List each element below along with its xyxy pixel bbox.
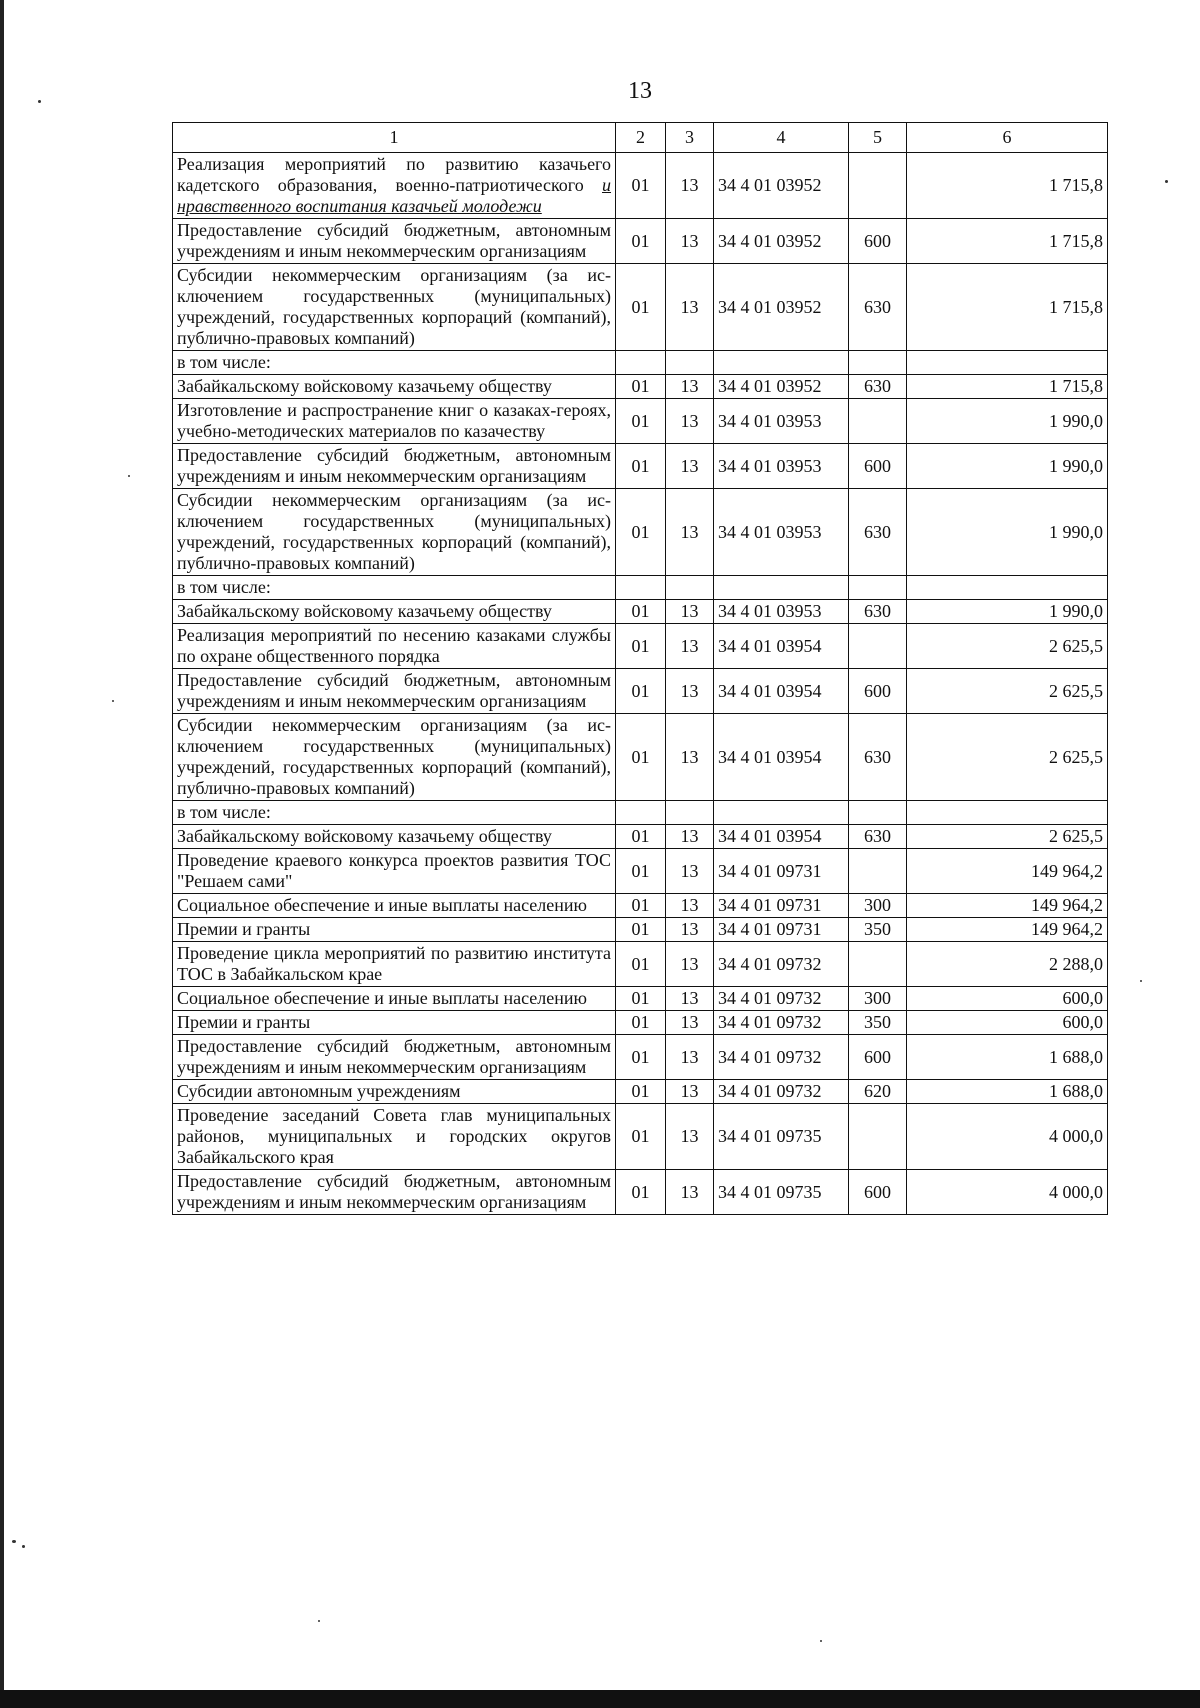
cell-name-text: Забайкальскому войсковому казачьему обществу [177,601,552,621]
cell-section [616,576,666,600]
header-col-2: 2 [616,123,666,153]
scan-speck [820,1640,822,1642]
cell-name-text: Социальное обеспечение и иные выплаты населению [177,895,587,915]
cell-subsection: 13 [666,1080,714,1104]
table-row [173,219,1108,264]
cell-target-article: 34 4 01 03952 [714,375,849,399]
cell-expense-type: 300 [849,894,907,918]
cell-amount: 600,0 [907,987,1108,1011]
cell-subsection: 13 [666,669,714,714]
cell-name [173,801,616,825]
cell-section: 01 [616,600,666,624]
table-row [173,918,1108,942]
cell-amount: 149 964,2 [907,918,1108,942]
cell-target-article [714,351,849,375]
table-row [173,714,1108,801]
scan-edge-left [0,0,4,1708]
cell-amount: 1 715,8 [907,153,1108,219]
table-row [173,849,1108,894]
cell-subsection: 13 [666,444,714,489]
cell-target-article: 34 4 01 03953 [714,600,849,624]
cell-target-article: 34 4 01 09732 [714,1080,849,1104]
cell-name [173,624,616,669]
cell-name-text: Забайкальскому войсковому казачьему обществу [177,376,552,396]
cell-name [173,1104,616,1170]
cell-target-article: 34 4 01 03952 [714,153,849,219]
cell-target-article: 34 4 01 09732 [714,1011,849,1035]
cell-section: 01 [616,264,666,351]
cell-section: 01 [616,714,666,801]
table-row [173,399,1108,444]
cell-expense-type [849,849,907,894]
table-row [173,1011,1108,1035]
scan-speck [1165,180,1168,183]
cell-subsection: 13 [666,1035,714,1080]
cell-subsection [666,576,714,600]
cell-amount: 1 990,0 [907,600,1108,624]
cell-name [173,1011,616,1035]
cell-section: 01 [616,1170,666,1215]
cell-name [173,219,616,264]
cell-expense-type: 350 [849,1011,907,1035]
cell-name-text: Забайкальскому войсковому казачьему обществу [177,826,552,846]
cell-section: 01 [616,153,666,219]
header-col-3: 3 [666,123,714,153]
cell-amount: 4 000,0 [907,1170,1108,1215]
cell-section: 01 [616,825,666,849]
cell-name-text: Предоставление субсидий бюджетным, автономным учреждениям и иным некоммерческим организациям [177,670,611,711]
cell-name-text: Проведение цикла мероприятий по развитию института ТОС в Забайкальском крае [177,943,611,984]
cell-section: 01 [616,894,666,918]
cell-subsection: 13 [666,1170,714,1215]
table-row [173,942,1108,987]
cell-expense-type [849,942,907,987]
cell-target-article: 34 4 01 03954 [714,714,849,801]
cell-subsection: 13 [666,399,714,444]
cell-target-article: 34 4 01 09735 [714,1104,849,1170]
cell-amount: 2 625,5 [907,624,1108,669]
cell-expense-type: 630 [849,489,907,576]
cell-amount: 600,0 [907,1011,1108,1035]
cell-name [173,987,616,1011]
table-row [173,489,1108,576]
cell-expense-type: 630 [849,714,907,801]
cell-amount [907,351,1108,375]
cell-section: 01 [616,1035,666,1080]
cell-target-article: 34 4 01 03954 [714,669,849,714]
table-row [173,1170,1108,1215]
header-col-1: 1 [173,123,616,153]
cell-expense-type [849,624,907,669]
budget-table [172,122,1108,1215]
cell-name-text: Реализация мероприятий по развитию казачьего кадетского образования, военно-патриотического [177,154,611,195]
scan-speck [128,475,130,477]
cell-subsection: 13 [666,942,714,987]
cell-subsection: 13 [666,987,714,1011]
cell-amount: 149 964,2 [907,849,1108,894]
scan-speck [38,100,41,103]
cell-expense-type: 630 [849,264,907,351]
table-row [173,801,1108,825]
cell-section: 01 [616,399,666,444]
cell-section [616,801,666,825]
cell-expense-type [849,801,907,825]
cell-name-text: Предоставление субсидий бюджетным, автономным учреждениям и иным некоммерческим организациям [177,1171,611,1212]
cell-subsection: 13 [666,153,714,219]
cell-expense-type: 630 [849,825,907,849]
cell-subsection: 13 [666,825,714,849]
header-col-4: 4 [714,123,849,153]
cell-target-article [714,576,849,600]
table-body [173,153,1108,1215]
cell-subsection: 13 [666,624,714,669]
cell-name-italic-text: и нравственного воспитания казачьей молодежи [177,175,612,216]
cell-name-text: Предоставление субсидий бюджетным, автономным учреждениям и иным некоммерческим организациям [177,1036,611,1077]
cell-subsection: 13 [666,264,714,351]
cell-expense-type: 350 [849,918,907,942]
cell-name [173,1170,616,1215]
cell-expense-type: 620 [849,1080,907,1104]
cell-section: 01 [616,489,666,576]
cell-expense-type [849,153,907,219]
cell-amount [907,801,1108,825]
table-row [173,669,1108,714]
cell-amount: 1 715,8 [907,219,1108,264]
cell-name [173,714,616,801]
cell-section: 01 [616,624,666,669]
cell-subsection: 13 [666,1011,714,1035]
cell-expense-type [849,351,907,375]
cell-name-text: в том числе: [177,802,271,822]
cell-target-article: 34 4 01 03954 [714,825,849,849]
cell-name-text: Премии и гранты [177,919,311,939]
cell-amount: 1 688,0 [907,1035,1108,1080]
cell-target-article: 34 4 01 09731 [714,918,849,942]
table-row [173,624,1108,669]
cell-name [173,600,616,624]
header-col-5: 5 [849,123,907,153]
cell-amount: 1 715,8 [907,375,1108,399]
scan-speck [22,1545,25,1548]
cell-amount: 1 990,0 [907,444,1108,489]
cell-target-article [714,801,849,825]
cell-subsection: 13 [666,489,714,576]
cell-name [173,942,616,987]
table-row [173,987,1108,1011]
table-row [173,825,1108,849]
cell-amount: 2 625,5 [907,714,1108,801]
cell-target-article: 34 4 01 09732 [714,942,849,987]
cell-name [173,489,616,576]
cell-name-text: Социальное обеспечение и иные выплаты населению [177,988,587,1008]
cell-name-text: Предоставление субсидий бюджетным, автономным учреждениям и иным некоммерческим организациям [177,445,611,486]
cell-name [173,375,616,399]
table-row [173,894,1108,918]
cell-name [173,894,616,918]
cell-target-article: 34 4 01 09731 [714,849,849,894]
table-row [173,351,1108,375]
cell-name-text: в том числе: [177,577,271,597]
cell-name-text: Проведение краевого конкурса проектов развития ТОС "Решаем сами" [177,850,611,891]
cell-name [173,351,616,375]
cell-target-article: 34 4 01 09731 [714,894,849,918]
cell-amount: 4 000,0 [907,1104,1108,1170]
cell-target-article: 34 4 01 03953 [714,489,849,576]
cell-target-article: 34 4 01 09732 [714,987,849,1011]
table-row [173,1104,1108,1170]
cell-amount: 1 688,0 [907,1080,1108,1104]
cell-amount [907,576,1108,600]
table-row [173,264,1108,351]
cell-subsection: 13 [666,375,714,399]
cell-subsection: 13 [666,849,714,894]
cell-expense-type [849,399,907,444]
cell-name-text: Премии и гранты [177,1012,311,1032]
cell-expense-type: 600 [849,444,907,489]
cell-section: 01 [616,1011,666,1035]
cell-subsection: 13 [666,600,714,624]
cell-name [173,399,616,444]
cell-section: 01 [616,669,666,714]
cell-amount: 149 964,2 [907,894,1108,918]
cell-target-article: 34 4 01 03953 [714,399,849,444]
cell-name [173,1080,616,1104]
cell-expense-type: 600 [849,1035,907,1080]
cell-target-article: 34 4 01 09732 [714,1035,849,1080]
table-row [173,153,1108,219]
scan-edge-bottom [0,1690,1200,1708]
cell-name [173,849,616,894]
cell-name [173,669,616,714]
cell-name [173,444,616,489]
cell-section [616,351,666,375]
scan-speck [112,700,114,702]
cell-name [173,576,616,600]
cell-section: 01 [616,1104,666,1170]
cell-name [173,153,616,219]
cell-expense-type [849,576,907,600]
cell-amount: 1 990,0 [907,489,1108,576]
cell-subsection: 13 [666,918,714,942]
header-col-6: 6 [907,123,1108,153]
cell-name-text: Реализация мероприятий по несению казаками службы по охране общественного порядка [177,625,611,666]
cell-name [173,264,616,351]
cell-amount: 2 625,5 [907,669,1108,714]
cell-expense-type: 630 [849,600,907,624]
cell-name-text: Предоставление субсидий бюджетным, автономным учреждениям и иным некоммерческим организациям [177,220,611,261]
table-row [173,600,1108,624]
cell-section: 01 [616,987,666,1011]
cell-section: 01 [616,444,666,489]
cell-target-article: 34 4 01 09735 [714,1170,849,1215]
cell-name [173,918,616,942]
cell-section: 01 [616,219,666,264]
cell-section: 01 [616,375,666,399]
cell-target-article: 34 4 01 03952 [714,219,849,264]
table-row [173,1035,1108,1080]
scan-speck [12,1540,16,1543]
cell-amount: 1 990,0 [907,399,1108,444]
cell-target-article: 34 4 01 03954 [714,624,849,669]
cell-expense-type [849,1104,907,1170]
cell-name [173,1035,616,1080]
cell-expense-type: 600 [849,669,907,714]
cell-name-text: Субсидии некоммерческим организациям (за исключением государственных (муниципальных) учреждений, государственных корпораций (компаний), публично-правовых компаний) [177,490,611,573]
scan-speck [1140,980,1142,982]
cell-amount: 1 715,8 [907,264,1108,351]
cell-target-article: 34 4 01 03952 [714,264,849,351]
scan-speck [318,1620,320,1622]
cell-section: 01 [616,918,666,942]
cell-subsection [666,801,714,825]
cell-target-article: 34 4 01 03953 [714,444,849,489]
table-row [173,375,1108,399]
cell-expense-type: 600 [849,219,907,264]
cell-amount: 2 288,0 [907,942,1108,987]
table-row [173,576,1108,600]
cell-subsection: 13 [666,894,714,918]
cell-expense-type: 300 [849,987,907,1011]
cell-expense-type: 600 [849,1170,907,1215]
cell-name-text: Изготовление и распространение книг о казаках-героях, учебно-методических материалов по казачеству [177,400,611,441]
table-header-row [173,123,1108,153]
cell-name-text: Субсидии некоммерческим организациям (за исключением государственных (муниципальных) учреждений, государственных корпораций (компаний), публично-правовых компаний) [177,715,611,798]
cell-section: 01 [616,849,666,894]
page-number: 13 [628,78,652,104]
cell-subsection: 13 [666,219,714,264]
cell-name-text: Субсидии автономным учреждениям [177,1081,461,1101]
cell-subsection: 13 [666,714,714,801]
cell-amount: 2 625,5 [907,825,1108,849]
cell-name-text: Субсидии некоммерческим организациям (за исключением государственных (муниципальных) учреждений, государственных корпораций (компаний), публично-правовых компаний) [177,265,611,348]
table-row [173,1080,1108,1104]
cell-subsection: 13 [666,1104,714,1170]
table-row [173,444,1108,489]
cell-name [173,825,616,849]
cell-name-text: в том числе: [177,352,271,372]
cell-section: 01 [616,942,666,987]
cell-name-text: Проведение заседаний Совета глав муниципальных районов, муниципальных и городских округов Забайкальского края [177,1105,611,1167]
cell-expense-type: 630 [849,375,907,399]
cell-subsection [666,351,714,375]
cell-section: 01 [616,1080,666,1104]
